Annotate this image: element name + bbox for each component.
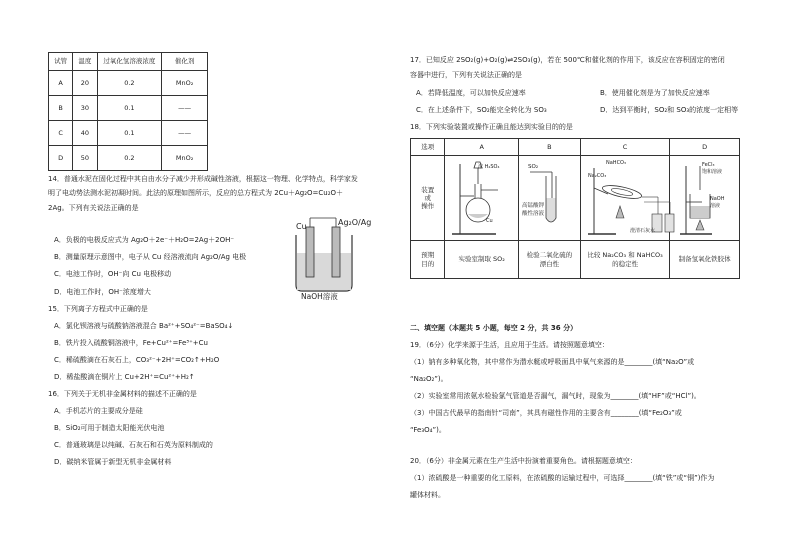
row-label-line: 操作 [421, 202, 435, 211]
q16-option: B．SiO₂可用于制造太阳能光伏电池 [54, 424, 165, 432]
q20-line: 罐体材料。 [410, 491, 445, 499]
q15-option: A．氯化钡溶液与硫酸钠溶液混合 Ba²⁺+SO₄²⁻=BaSO₄↓ [54, 322, 234, 330]
q19-line: （2）实验室常用浓氨水检验氯气管道是否漏气，漏气时，现象为________(填“HF”或“HCl”)。 [410, 392, 701, 400]
table-header: D [670, 139, 740, 156]
q15-option: D．稀盐酸滴在铜片上 Cu+2H⁺=Cu²⁺+H₂↑ [54, 373, 195, 381]
apparatus-label: 高锰酸钾 [522, 203, 545, 209]
q14-option: D．电池工作时，OH⁻浓度增大 [54, 288, 151, 296]
table-header: 选项 [411, 139, 445, 156]
row-label-line: 目的 [421, 259, 435, 268]
q20-stem: 20．（6分）非金属元素在生产生活中扮演着重要角色。请根据题意填空： [410, 457, 637, 465]
q14-stem: 2Ag。下列有关说法正确的是 [48, 204, 139, 212]
row-label [411, 241, 445, 279]
purpose-cell [519, 241, 581, 279]
q14-option: B．测量原理示意图中，电子从 Cu 经溶液流向 Ag₂O/Ag 电极 [54, 253, 247, 261]
q16-option: A．手机芯片的主要成分是硅 [54, 407, 143, 415]
apparatus-label: NaOH [710, 196, 725, 202]
table-header: 过氧化氢溶液浓度 [97, 53, 162, 71]
q17-stem: 17．已知反应 2SO₂(g)+O₂(g)⇌2SO₃(g)，若在 500℃和催化剂的作用下，该反应在容积固定的密闭 [410, 56, 725, 64]
table-cell: MnO₂ [162, 71, 208, 96]
q17-stem: 容器中进行，下列有关说法正确的是 [410, 71, 522, 79]
purpose-line: 检验二氧化硫的 [526, 251, 573, 260]
purpose-line: 实验室制取 SO₂ [458, 255, 505, 264]
table-header: C [580, 139, 670, 156]
row-label-line: 预期 [421, 251, 435, 260]
table-cell: 30 [73, 96, 97, 121]
purpose-cell [445, 241, 519, 279]
apparatus-label: 饱和溶液 [702, 169, 723, 175]
q17-option: B．使用催化剂是为了加快反应速率 [600, 89, 710, 97]
apparatus-label: 澄清石灰水 [630, 228, 656, 234]
catalyst-table [48, 52, 208, 171]
apparatus-label: NaHCO₃ [606, 160, 626, 166]
table-cell: 40 [73, 121, 97, 146]
table-cell: B [49, 96, 73, 121]
q19-line: “Fe₃O₄”)。 [410, 426, 446, 434]
q20-line: （1）浓硫酸是一种重要的化工原料，在浓硫酸的运输过程中，可选择________(填“铁”或“铜”)作为 [410, 474, 715, 482]
q19-line: （3）中国古代最早的指南针“司南”，其具有磁性作用的主要含有________(填“Fe₂O₃”或 [410, 409, 682, 417]
table-cell: D [49, 146, 73, 171]
table-header: 温度 [73, 53, 97, 71]
table-header: B [519, 139, 581, 156]
table-cell: 0.1 [97, 121, 162, 146]
purpose-line: 漂白性 [539, 259, 560, 268]
table-header: A [445, 139, 519, 156]
table-cell: 0.2 [97, 71, 162, 96]
q15-option: C．稀硫酸滴在石灰石上，CO₃²⁻+2H⁺=CO₂↑+H₂O [54, 356, 220, 364]
figure-label-cu: Cu [296, 222, 307, 231]
q19-line: （1）钠有多种氧化物，其中常作为潜水艇或呼吸面具中氧气来源的是________(填“Na₂O”或 [410, 358, 695, 366]
q16-option: D．碳纳米管属于新型无机非金属材料 [54, 458, 172, 466]
table-cell: C [49, 121, 73, 146]
figure-label-naoh: NaOH溶液 [301, 292, 338, 301]
table-cell: 0.1 [97, 96, 162, 121]
q18-stem: 18．下列实验装置或操作正确且能达到实验目的的是 [410, 123, 573, 131]
table-cell: 20 [73, 71, 97, 96]
purpose-line: 的稳定性 [612, 259, 639, 268]
table-cell: 0.2 [97, 146, 162, 171]
row-label [411, 156, 445, 241]
q17-option: D．达到平衡时，SO₂和 SO₃的浓度一定相等 [600, 106, 739, 114]
apparatus-label: Na₂CO₃ [588, 173, 607, 179]
purpose-line: 制备氢氧化铁胶体 [678, 255, 731, 264]
table-header: 试管 [49, 53, 73, 71]
q19-stem: 19．（6分）化学来源于生活，且应用于生活。请按照题意填空： [410, 341, 609, 349]
purpose-cell [580, 241, 670, 279]
table-cell: 50 [73, 146, 97, 171]
flask-apparatus-drawing [446, 158, 518, 240]
table-header: 催化剂 [162, 53, 208, 71]
row-label-line: 或 [424, 193, 431, 202]
section-heading: 二、填空题（本题共 5 小题，每空 2 分，共 36 分） [410, 324, 578, 332]
apparatus-label: 酸性溶液 [522, 211, 545, 217]
q14-option: C．电池工作时，OH⁻向 Cu 电极移动 [54, 270, 172, 278]
row-label-line: 装置 [421, 185, 435, 194]
figure-label-ag: Ag₂O/Ag [338, 218, 372, 227]
table-cell: —— [162, 121, 208, 146]
q15-stem: 15．下列离子方程式中正确的是 [48, 305, 148, 313]
apparatus-label: Cu [486, 218, 493, 224]
q16-stem: 16．下列关于无机非金属材料的描述不正确的是 [48, 390, 197, 398]
table-cell: MnO₂ [162, 146, 208, 171]
q19-line: “Na₂O₂”)。 [410, 375, 448, 383]
q14-stem: 14．普通水泥在固化过程中其自由水分子减少并形成碱性溶液，根据这一物理、化学特点，科学家发 [48, 175, 358, 183]
apparatus-label: FeCl₃ [702, 162, 715, 168]
apparatus-label: 浓 H₂SO₄ [478, 164, 500, 170]
apparatus-label: SO₂ [528, 164, 539, 170]
q14-option: A．负极的电极反应式为 Ag₂O＋2e⁻＋H₂O=2Ag＋2OH⁻ [54, 236, 235, 244]
table-cell: —— [162, 96, 208, 121]
q16-option: C．普通玻璃是以纯碱、石灰石和石英为原料制成的 [54, 441, 213, 449]
q14-stem: 明了电动势法测水泥初凝时间。此法的原理如图所示，反应的总方程式为 2Cu＋Ag₂O=Cu₂O＋ [48, 189, 344, 197]
purpose-cell [670, 241, 740, 279]
apparatus-label: 溶液 [710, 203, 721, 209]
q15-option: B．铁片投入硫酸铜溶液中，Fe+Cu²⁺=Fe³⁺+Cu [54, 339, 208, 347]
q17-option: A．若降低温度，可以加快反应速率 [416, 89, 526, 97]
purpose-line: 比较 Na₂CO₃ 和 NaHCO₃ [587, 251, 663, 260]
table-cell: A [49, 71, 73, 96]
q17-option: C．在上述条件下，SO₂能完全转化为 SO₃ [416, 106, 547, 114]
